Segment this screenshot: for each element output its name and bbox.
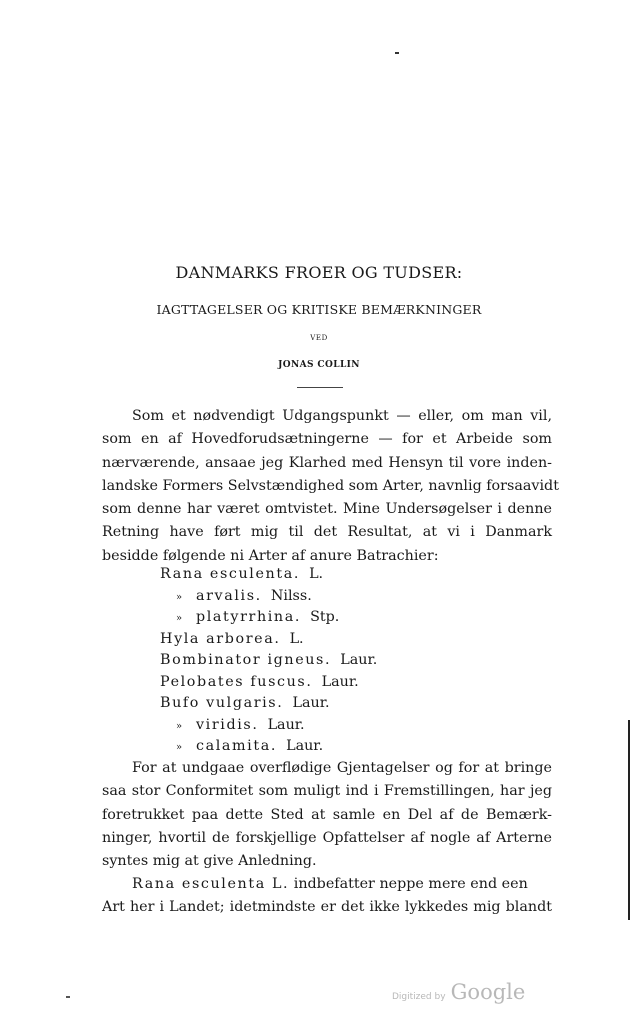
species-authority: Laur.	[321, 673, 359, 690]
species-item	[102, 564, 552, 586]
species-name: viridis.	[196, 716, 259, 733]
digitized-by-google-watermark	[392, 980, 525, 1004]
species-name: arvalis.	[196, 587, 262, 604]
species-item	[102, 672, 552, 694]
species-name: Bombinator igneus.	[160, 652, 332, 668]
text-line: saa stor Conformitet som muligt ind i Fremstillingen, har jeg	[102, 783, 552, 800]
species-authority: L.	[309, 566, 324, 582]
species-item	[102, 629, 552, 651]
text-line	[102, 873, 552, 896]
species-name: Hyla arborea.	[160, 630, 281, 647]
species-name: platyrrhina.	[196, 609, 301, 625]
google-logo: Google	[450, 980, 526, 1004]
species-name: Rana esculenta.	[160, 566, 300, 582]
species-authority: Laur.	[286, 738, 324, 754]
article-title: DANMARKS FROER OG TUDSER:	[175, 263, 463, 282]
text-line: Retning have ført mig til det Resultat, at vi i Danmark	[102, 524, 552, 541]
scan-speck-bottom	[66, 996, 70, 998]
ditto-mark: »	[176, 720, 183, 732]
page-edge-shadow	[628, 720, 630, 920]
species-authority: Stp.	[310, 609, 340, 625]
author-name: JONAS COLLIN	[278, 360, 360, 370]
species-name: calamita.	[196, 738, 277, 754]
species-item	[102, 586, 552, 608]
species-item	[102, 650, 552, 672]
text-line: som denne har været omtvistet. Mine Undersøgelser i denne	[102, 501, 552, 518]
species-authority: Laur.	[267, 716, 305, 733]
second-paragraph	[102, 757, 552, 873]
species-item	[102, 715, 552, 737]
species-authority: L.	[289, 630, 304, 647]
text-line: landske Formers Selvstændighed som Arter, navnlig forsaavidt	[102, 477, 559, 494]
ditto-mark: »	[176, 613, 183, 624]
article-subtitle: IAGTTAGELSER OG KRITISKE BEMÆRKNINGER	[156, 302, 482, 317]
species-name: Bufo vulgaris.	[160, 695, 284, 711]
species-item	[102, 607, 552, 629]
species-authority: Nilss.	[270, 587, 312, 604]
watermark-small-text: Digitized by	[392, 992, 446, 1002]
title-rule	[297, 387, 343, 388]
text-line: For at undgaae overflødige Gjentagelser og for at bringe	[132, 760, 552, 776]
ditto-mark: »	[176, 591, 183, 603]
third-paragraph	[102, 873, 552, 920]
species-authority: Laur.	[340, 652, 378, 668]
byline-ved: VED	[310, 334, 328, 342]
species-item	[102, 736, 552, 758]
species-list	[102, 564, 552, 758]
species-item	[102, 693, 552, 715]
text-line: besidde følgende ni Arter af anure Batrachier:	[102, 547, 439, 564]
text-line: foretrukket paa dette Sted at samle en Del af de Bemærk-	[102, 806, 552, 823]
species-authority: Laur.	[292, 695, 330, 711]
text-line: syntes mig at give Anledning.	[102, 853, 317, 870]
scan-speck	[395, 52, 399, 54]
text-line: som en af Hovedforudsætningerne — for et Arbeide som	[102, 431, 552, 448]
text-line: ninger, hvortil de forskjellige Opfattelser af nogle af Arterne	[102, 829, 552, 846]
species-name: Pelobates fuscus.	[160, 673, 313, 690]
ditto-mark: »	[176, 742, 183, 753]
text-line: Art her i Landet; idetmindste er det ikke lykkedes mig blandt	[102, 899, 552, 916]
text-line: Som et nødvendigt Udgangspunkt — eller, om man vil,	[132, 408, 552, 424]
species-name: Rana esculenta L.	[132, 876, 290, 892]
intro-paragraph	[102, 405, 559, 568]
text-line: nærværende, ansaae jeg Klarhed med Hensyn til vore inden-	[102, 454, 552, 471]
text-run: indbefatter neppe mere end een	[293, 876, 528, 892]
